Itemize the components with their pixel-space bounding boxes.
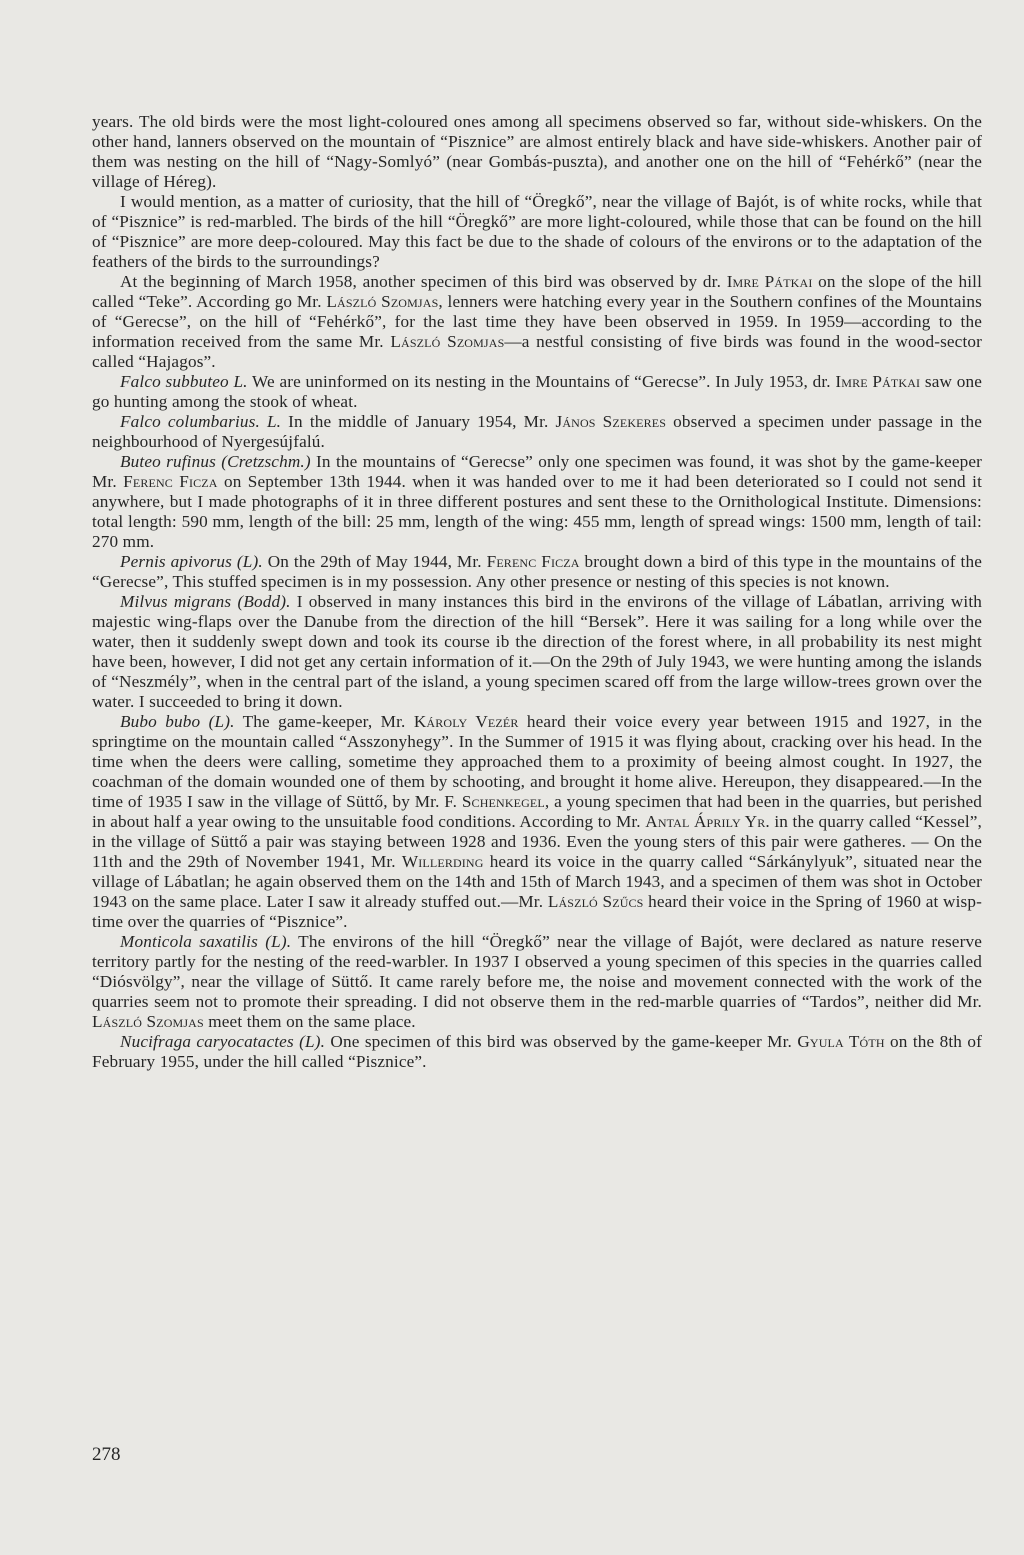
text-run: on the 8th of February 1955, under the hill called “Pisznice”. <box>92 1032 983 1071</box>
text-run: One specimen of this bird was observed by the game-keeper Mr. <box>325 1032 798 1051</box>
text-run: The environs of the hill “Öregkő” near the village of Bajót, were declared as nature reserve territory partly for the nesting of the reed-warbler. In 1937 I observed a young specimen of this species in the quarries called “Diósvölgy”, near the village of Süttő. It came rarely before me, the noise and movement connected with the work of the quarries seem not to promote their spreading. I did not observe them in the red-marble quarries of “Tardos”, neither did Mr. <box>92 932 982 1011</box>
person-name: Willerding <box>401 852 484 871</box>
text-run: saw one go hunting among the stook of wheat. <box>92 372 982 411</box>
text-run: , lenners were hatching every year in the Southern confines of the Mountains of “Gerecse”, on the hill of “Fehérkő”, for the last time they have been observed in 1959. In 1959—according to the information received from the same Mr. <box>92 292 982 351</box>
text-run: years. The old birds were the most light-coloured ones among all specimens observed so far, without side-whiskers. On the other hand, lanners observed on the mountain of “Pisznice” are almost entirely black and have side-whiskers. Another pair of them was nesting on the hill of “Nagy-Somlyó” (near Gombás-puszta), and another one on the hill of “Fehérkő” (near the village of Héreg). <box>92 112 982 191</box>
species-name: Nucifraga caryocatactes (L). <box>120 1032 326 1051</box>
species-name: Falco subbuteo L. <box>120 372 248 391</box>
person-name: Imre Pátkai <box>835 372 921 391</box>
person-name: Ferenc Ficza <box>123 472 218 491</box>
text-run: The game-keeper, Mr. <box>234 712 414 731</box>
person-name: László Szomjas <box>390 332 505 351</box>
text-run: , a young specimen that had been in the quarries, but perished in about half a year owing to the unsuitable food conditions. According to Mr. <box>92 792 982 831</box>
text-run: meet them on the same place. <box>203 1012 416 1031</box>
species-name: Falco columbarius. L. <box>120 412 282 431</box>
paragraph <box>92 372 982 412</box>
text-run: In the mountains of “Gerecse” only one specimen was found, it was shot by the game-keeper Mr. <box>92 452 983 491</box>
person-name: Schenkegel <box>461 792 545 811</box>
person-name: Károly Vezér <box>413 712 519 731</box>
paragraph <box>92 932 982 1032</box>
person-name: László Szomjas <box>326 292 439 311</box>
text-run: brought down a bird of this type in the mountains of the “Gerecse”, This stuffed specimen is in my possession. Any other presence or nesting of this species is not known. <box>92 552 982 591</box>
person-name: László Szomjas <box>92 1012 204 1031</box>
paragraph <box>92 452 982 552</box>
text-run: On the 29th of May 1944, Mr. <box>262 552 487 571</box>
person-name: Gyula Tóth <box>797 1032 885 1051</box>
article-body <box>92 112 982 1072</box>
person-name: Imre Pátkai <box>726 272 813 291</box>
paragraph <box>92 192 982 272</box>
species-name: Monticola saxatilis (L). <box>120 932 292 951</box>
text-run: in the quarry called “Kessel”, in the village of Süttő a pair was staying between 1928 and 1936. Even the young sters of this pair were gatheres. — On the 11th and the 29th of November 1941, Mr. <box>92 812 982 871</box>
species-name: Pernis apivorus (L). <box>120 552 263 571</box>
text-run: heard their voice in the Spring of 1960 at wisp-time over the quarries of “Pisznice”. <box>92 892 983 931</box>
text-run: observed a specimen under passage in the neighbourhood of Nyergesújfalú. <box>92 412 982 451</box>
text-run: In the middle of January 1954, Mr. <box>281 412 556 431</box>
person-name: János Szekeres <box>555 412 667 431</box>
text-run: on the slope of the hill called “Teke”. According go Mr. <box>92 272 982 311</box>
text-run: heard their voice every year between 1915 and 1927, in the springtime on the mountain called “Asszonyhegy”. In the Summer of 1915 it was flying about, cracking over his head. In the time when the deers were calling, sometime they approached them to a proximity of beeing almost cought. In 1927, the coachman of the domain wounded one of them by schooting, and brought it home alive. Hereupon, they disappeared.—In the time of 1935 I saw in the village of Süttő, by Mr. F. <box>92 712 982 811</box>
paragraph <box>92 412 982 452</box>
text-run: on September 13th 1944. when it was handed over to me it had been deteriorated so I could not send it anywhere, but I made photographs of it in three different postures and sent these to the Ornithological Institute. Dimensions: total length: 590 mm, length of the bill: 25 mm, length of the wing: 455 mm, length of spread wings: 1500 mm, length of tail: 270 mm. <box>92 472 982 551</box>
person-name: Antal Áprily Yr. <box>645 812 770 831</box>
paragraph <box>92 552 982 592</box>
text-run: At the beginning of March 1958, another specimen of this bird was observed by dr. <box>120 272 727 291</box>
person-name: Ferenc Ficza <box>486 552 580 571</box>
species-name: Milvus migrans (Bodd). <box>120 592 291 611</box>
text-run: We are uninformed on its nesting in the Mountains of “Gerecse”. In July 1953, dr. <box>247 372 836 391</box>
person-name: László Szűcs <box>547 892 644 911</box>
page-number: 278 <box>92 1444 121 1465</box>
species-name: Buteo rufinus (Cretzschm.) <box>120 452 311 471</box>
paragraph <box>92 592 982 712</box>
paragraph <box>92 112 982 192</box>
paragraph <box>92 1032 982 1072</box>
text-run: —a nestful consisting of five birds was found in the wood-sector called “Hajagos”. <box>92 332 983 371</box>
paragraph <box>92 712 982 932</box>
text-run: heard its voice in the quarry called “Sárkánylyuk”, situated near the village of Lábatlan; he again observed them on the 14th and 15th of March 1943, and a specimen of them was shot in October 1943 on the same place. Later I saw it already stuffed out.—Mr. <box>92 852 982 911</box>
text-run: I observed in many instances this bird in the environs of the village of Lábatlan, arriving with majestic wing-flaps over the Danube from the direction of the hill “Bersek”. Here it was sailing for a long while over the water, then it suddenly swept down and took its course ib the direction of the forest where, in all probability its nest might have been, however, I did not get any certain information of it.—On the 29th of July 1943, we were hunting among the islands of “Neszmély”, when in the central part of the island, a young specimen scared off from the large willow-trees grown over the water. I succeeded to bring it down. <box>92 592 982 711</box>
paragraph <box>92 272 982 372</box>
species-name: Bubo bubo (L). <box>120 712 235 731</box>
text-run: I would mention, as a matter of curiosity, that the hill of “Öregkő”, near the village of Bajót, is of white rocks, while that of “Pisznice” is red-marbled. The birds of the hill “Öregkő” are more light-coloured, while those that can be found on the hill of “Pisznice” are more deep-coloured. May this fact be due to the shade of colours of the environs or to the adaptation of the feathers of the birds to the surroundings? <box>92 192 982 271</box>
